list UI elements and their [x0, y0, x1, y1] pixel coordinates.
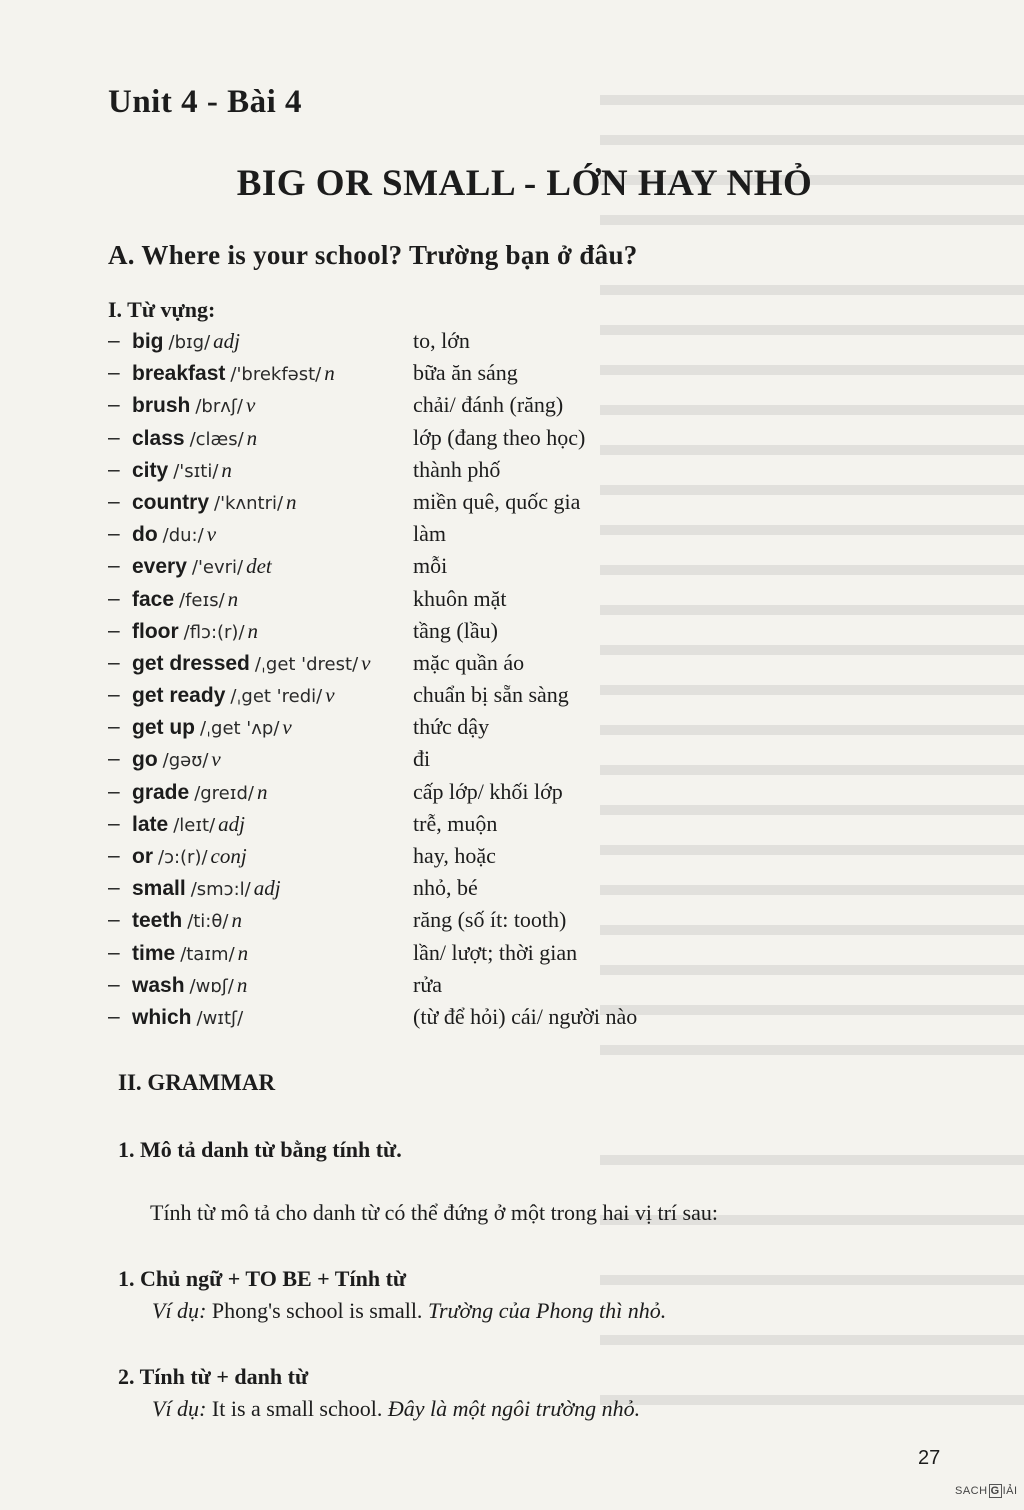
example-vietnamese: Đây là một ngôi trường nhỏ. [387, 1396, 641, 1421]
example-vietnamese: Trường của Phong thì nhỏ. [427, 1298, 667, 1323]
vocab-word: teeth /ti:θ/ n [132, 908, 242, 933]
vocab-pos: det [246, 554, 272, 579]
vocab-ipa: /ti:θ/ [187, 911, 229, 933]
vocab-row: – small /smɔ:l/ adj nhỏ, bé [108, 875, 478, 901]
vocab-ipa: /'evri/ [191, 557, 244, 579]
vocab-word: grade /greɪd/ n [132, 779, 268, 804]
vocab-row: – get ready /ˌget 'redi/ v chuẩn bị sẵn sàng [108, 682, 569, 708]
vocab-meaning: chải/ đánh (răng) [413, 392, 564, 418]
rule-description: Tính từ mô tả cho danh từ có thể đứng ở một trong hai vị trí sau: [150, 1200, 718, 1225]
vocab-ipa: /flɔ:(r)/ [183, 621, 245, 643]
vocab-row: – big /bɪg/ adj to, lớn [108, 328, 470, 353]
vocab-meaning: làm [413, 521, 446, 547]
vocab-meaning: hay, hoặc [413, 843, 496, 868]
vocab-pos: v [246, 393, 256, 418]
vocab-pos: n [256, 779, 268, 804]
vocab-meaning: nhỏ, bé [413, 875, 478, 901]
vocab-meaning: (từ để hỏi) cái/ người nào [413, 1003, 638, 1029]
vocab-row: – city /'sɪti/ n thành phố [108, 456, 501, 482]
page-number: 27 [918, 1447, 941, 1469]
vocab-meaning: bữa ăn sáng [413, 360, 518, 386]
pattern-1: 1. Chủ ngữ + TO BE + Tính từ [118, 1266, 407, 1291]
vocab-word: go /gəʊ/ v [132, 747, 221, 772]
vocab-row: – country /'kʌntri/ n miền quê, quốc gia [108, 488, 581, 514]
vocab-pos: adj [218, 811, 245, 836]
example-1: Ví dụ: Phong's school is small. Trường của Phong thì nhỏ. [152, 1298, 667, 1323]
vocab-pos: n [286, 489, 297, 514]
vocab-ipa: /wɪtʃ/ [196, 1007, 244, 1029]
vocab-ipa: /clæs/ [189, 428, 244, 450]
vocab-row: – get up /ˌget 'ʌp/ v thức dậy [108, 714, 490, 740]
vocab-pos: v [325, 683, 335, 708]
vocab-row: – go /gəʊ/ v đi [108, 746, 431, 772]
vocab-word: small /smɔ:l/ adj [132, 876, 281, 901]
vocab-ipa: /'kʌntri/ [214, 492, 284, 514]
vocab-pos: n [231, 908, 242, 933]
vocab-meaning: thành phố [413, 456, 501, 482]
vocab-meaning: lớp (đang theo học) [413, 424, 586, 450]
vocab-word: city /'sɪti/ n [132, 457, 232, 482]
vocab-row: – or /ɔ:(r)/ conj hay, hoặc [108, 843, 496, 868]
vocab-ipa: /brʌʃ/ [195, 396, 243, 418]
vocabulary-list [108, 327, 728, 1035]
vocab-ipa: /smɔ:l/ [190, 879, 251, 901]
vocab-ipa: /ɔ:(r)/ [158, 847, 208, 868]
vocab-ipa: /feɪs/ [179, 589, 225, 611]
vocab-word: do /du:/ v [132, 522, 217, 547]
vocab-ipa: /ˌget 'drest/ [254, 653, 359, 675]
vocab-word: breakfast /'brekfəst/ n [132, 361, 335, 386]
grammar-heading: II. GRAMMAR [118, 1070, 276, 1095]
vocab-pos: n [247, 618, 259, 643]
vocab-word: or /ɔ:(r)/ conj [132, 844, 247, 868]
vocab-meaning: mặc quần áo [413, 649, 525, 675]
vocab-meaning: chuẩn bị sẵn sàng [413, 682, 569, 708]
vocab-row: – every /'evri/ det mỗi [108, 553, 448, 579]
vocab-row: – which /wɪtʃ/ (từ để hỏi) cái/ người nào [108, 1003, 638, 1029]
vocab-word: late /leɪt/ adj [132, 811, 245, 836]
watermark-logo: SACH G IẢI [955, 1485, 1018, 1497]
vocab-pos: n [237, 940, 249, 965]
vocab-pos: v [361, 650, 371, 675]
vocab-word: country /'kʌntri/ n [132, 489, 297, 514]
vocab-ipa: /wɒʃ/ [189, 975, 234, 997]
vocab-meaning: lần/ lượt; thời gian [413, 939, 578, 965]
example-label: Ví dụ [152, 1396, 200, 1421]
example-english: It is a small school. [211, 1396, 383, 1421]
vocab-ipa: /du:/ [162, 525, 204, 547]
vocab-word: which /wɪtʃ/ [132, 1005, 244, 1029]
vocab-word: time /taɪm/ n [132, 940, 249, 965]
vocab-word: floor /flɔ:(r)/ n [132, 618, 259, 643]
vocab-ipa: /greɪd/ [194, 782, 254, 804]
vocab-meaning: trễ, muộn [413, 810, 498, 836]
unit-heading: Unit 4 - Bài 4 [108, 84, 303, 120]
example-english: Phong's school is small. [211, 1298, 423, 1323]
vocab-ipa: /ˌget 'ʌp/ [200, 718, 280, 740]
vocab-pos: n [324, 361, 335, 386]
vocab-meaning: khuôn mặt [413, 585, 507, 611]
example-2: Ví dụ: It is a small school. Đây là một ngôi trường nhỏ. [152, 1396, 641, 1421]
vocab-row: – late /leɪt/ adj trễ, muộn [108, 810, 498, 836]
vocab-word: big /bɪg/ adj [132, 329, 241, 353]
vocab-ipa: /'brekfəst/ [230, 364, 322, 386]
example-label: Ví dụ [152, 1298, 200, 1323]
vocab-row: – teeth /ti:θ/ n răng (số ít: tooth) [108, 907, 567, 933]
page-title: BIG OR SMALL - LỚN HAY NHỎ [236, 163, 813, 204]
vocabulary-heading: I. Từ vựng: [108, 297, 216, 322]
vocab-word: get up /ˌget 'ʌp/ v [132, 715, 292, 740]
vocab-meaning: to, lớn [413, 328, 470, 353]
vocab-word: wash /wɒʃ/ n [132, 972, 248, 997]
section-a-heading: A. Where is your school? Trường bạn ở đâu? [108, 240, 638, 270]
vocab-meaning: đi [413, 746, 431, 772]
vocab-pos: v [206, 522, 217, 547]
vocab-row: – floor /flɔ:(r)/ n tầng (lầu) [108, 617, 498, 643]
vocab-pos: adj [213, 329, 241, 353]
vocab-row: – wash /wɒʃ/ n rửa [108, 971, 443, 997]
rule-title: 1. Mô tả danh từ bằng tính từ. [118, 1137, 402, 1162]
vocab-row: – grade /greɪd/ n cấp lớp/ khối lớp [108, 778, 563, 804]
vocab-row: – brush /brʌʃ/ v chải/ đánh (răng) [108, 392, 564, 418]
vocab-meaning: cấp lớp/ khối lớp [413, 778, 563, 804]
vocab-ipa: /bɪg/ [168, 332, 211, 353]
vocab-word: get ready /ˌget 'redi/ v [132, 683, 335, 708]
vocab-ipa: /gəʊ/ [162, 750, 209, 772]
vocab-row: – face /feɪs/ n khuôn mặt [108, 585, 507, 611]
vocab-word: face /feɪs/ n [132, 586, 239, 611]
vocab-ipa: /leɪt/ [173, 814, 216, 836]
vocab-pos: conj [210, 844, 247, 868]
vocab-ipa: /taɪm/ [180, 943, 235, 965]
pattern-2: 2. Tính từ + danh từ [118, 1364, 309, 1389]
vocab-pos: n [236, 972, 248, 997]
vocab-row: – time /taɪm/ n lần/ lượt; thời gian [108, 939, 578, 965]
vocab-pos: n [246, 425, 258, 450]
vocab-word: every /'evri/ det [132, 554, 272, 579]
vocab-pos: adj [253, 876, 281, 901]
vocab-row: – class /clæs/ n lớp (đang theo học) [108, 424, 586, 450]
vocab-ipa: /ˌget 'redi/ [230, 686, 323, 708]
vocab-pos: v [211, 747, 221, 772]
vocab-meaning: thức dậy [413, 714, 490, 740]
vocab-row: – do /du:/ v làm [108, 521, 446, 547]
vocab-meaning: mỗi [413, 553, 448, 579]
vocab-word: get dressed /ˌget 'drest/ v [132, 650, 371, 675]
vocab-ipa: /'sɪti/ [173, 460, 219, 482]
vocab-row: – breakfast /'brekfəst/ n bữa ăn sáng [108, 360, 518, 386]
vocab-word: brush /brʌʃ/ v [132, 393, 256, 418]
vocab-pos: n [227, 586, 239, 611]
vocab-pos: n [221, 457, 232, 482]
vocab-pos: v [282, 715, 292, 740]
vocab-word: class /clæs/ n [132, 425, 258, 450]
vocab-meaning: răng (số ít: tooth) [413, 907, 567, 933]
vocab-meaning: miền quê, quốc gia [413, 488, 581, 514]
vocab-row: – get dressed /ˌget 'drest/ v mặc quần áo [108, 649, 525, 675]
vocab-meaning: tầng (lầu) [413, 617, 498, 643]
vocab-meaning: rửa [413, 971, 443, 997]
